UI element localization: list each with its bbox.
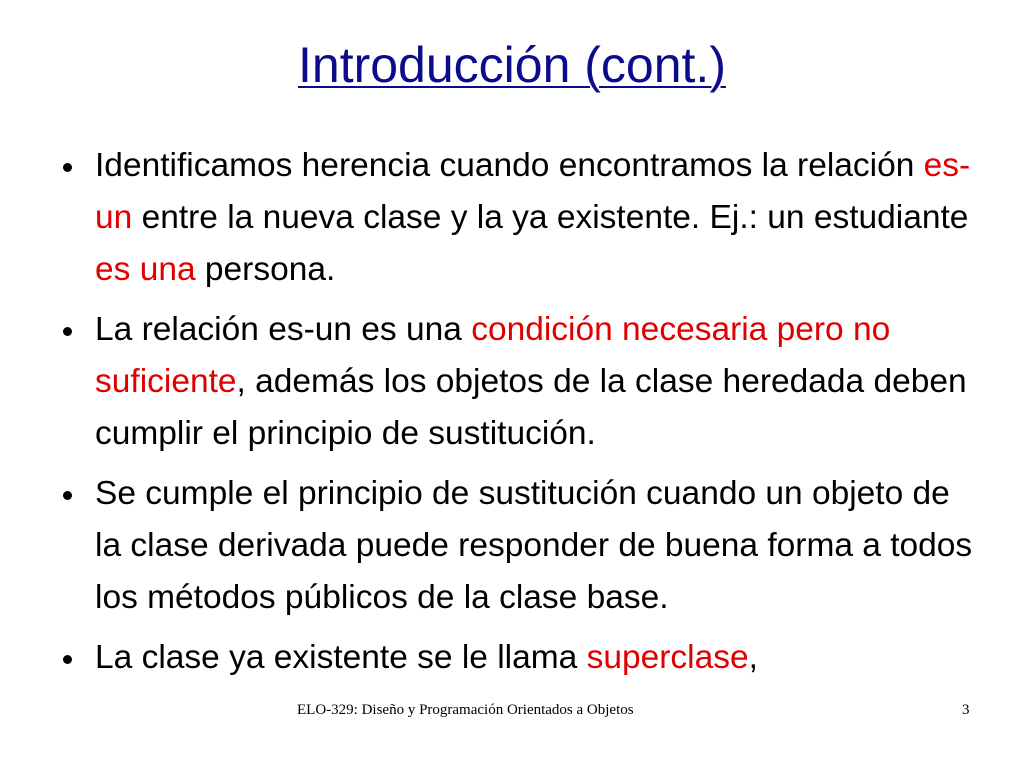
highlighted-text: condición necesaria pero no suficiente bbox=[95, 311, 891, 400]
bullet-text: persona. bbox=[195, 251, 336, 288]
bullet-text: Se cumple el principio de sustitución cuando un objeto de la clase derivada puede responder de buena forma a todos los métodos públicos de la clase base. bbox=[95, 475, 973, 616]
footer-course-name: ELO-329: Diseño y Programación Orientados a Objetos bbox=[297, 702, 634, 718]
bullet-item bbox=[95, 140, 975, 296]
bullet-list bbox=[0, 140, 1024, 692]
bullet-text: La relación es-un es una bbox=[95, 311, 472, 348]
bullet-dot-icon bbox=[63, 491, 72, 500]
highlighted-text: es-un bbox=[95, 147, 971, 236]
slide-title: Introducción (cont.) bbox=[298, 37, 726, 93]
bullet-item bbox=[95, 304, 975, 460]
bullet-item bbox=[95, 468, 975, 624]
bullet-text: La clase ya existente se le llama bbox=[95, 639, 587, 676]
bullet-dot-icon bbox=[63, 163, 72, 172]
highlighted-text: superclase bbox=[586, 639, 749, 676]
page-number: 3 bbox=[962, 702, 970, 718]
bullet-item bbox=[95, 632, 975, 684]
highlighted-text: es una bbox=[95, 251, 196, 288]
bullet-dot-icon bbox=[63, 327, 72, 336]
bullet-text: , bbox=[748, 639, 758, 676]
bullet-text: Identificamos herencia cuando encontramos la relación bbox=[95, 147, 924, 184]
bullet-text: entre la nueva clase y la ya existente. Ej.: un estudiante bbox=[132, 199, 969, 236]
bullet-text: , además los objetos de la clase heredada deben cumplir el principio de sustitución. bbox=[95, 363, 967, 452]
bullet-dot-icon bbox=[63, 655, 72, 664]
